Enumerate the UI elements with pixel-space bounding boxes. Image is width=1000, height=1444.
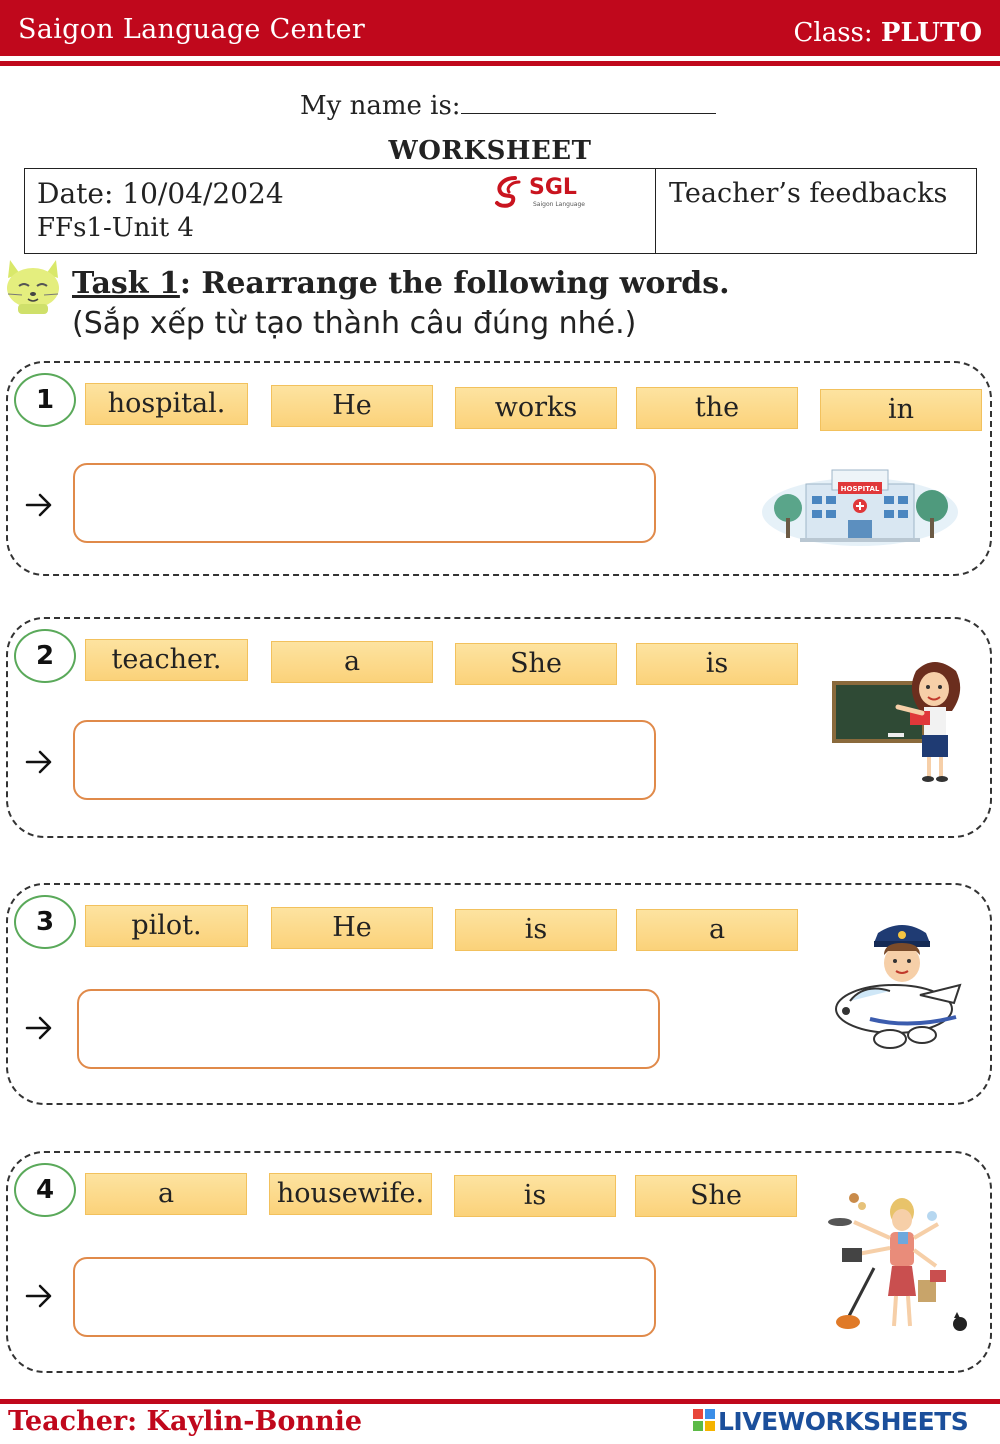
question-number-1: 1 (14, 373, 76, 427)
sgl-swoosh-icon (493, 175, 529, 209)
question-number-4: 4 (14, 1163, 76, 1217)
footer-divider (0, 1399, 1000, 1404)
task-subtitle: (Sắp xếp từ tạo thành câu đúng nhé.) (72, 306, 637, 341)
sgl-logo-text: SGL (529, 175, 577, 200)
word-chip[interactable]: is (636, 643, 798, 685)
word-chip[interactable]: is (454, 1175, 616, 1217)
arrow-right-icon (24, 490, 54, 520)
arrow-right-icon (24, 1281, 54, 1311)
arrow-right-icon (24, 747, 54, 777)
question-number-3: 3 (14, 895, 76, 949)
task-title (72, 266, 730, 301)
word-chip[interactable]: She (455, 643, 617, 685)
date-text: Date: 10/04/2024 (37, 177, 284, 210)
sgl-logo-subtext: Saigon Language (533, 201, 585, 208)
hospital-image (760, 440, 960, 548)
word-chip[interactable]: in (820, 389, 982, 431)
hospital-sign: HOSPITAL (840, 485, 880, 493)
name-blank-line[interactable] (461, 88, 716, 114)
word-chip[interactable]: the (636, 387, 798, 429)
teacher-name: Teacher: Kaylin-Bonnie (8, 1406, 363, 1437)
word-chip[interactable]: teacher. (85, 639, 248, 681)
task-number: Task 1 (72, 266, 180, 301)
question-number-2: 2 (14, 629, 76, 683)
word-chip[interactable]: She (635, 1175, 797, 1217)
unit-text: FFs1-Unit 4 (37, 213, 194, 243)
name-field (300, 88, 716, 121)
pilot-image (830, 915, 970, 1055)
word-chip[interactable]: is (455, 909, 617, 951)
word-chip[interactable]: hospital. (85, 383, 248, 425)
housewife-image (818, 1188, 970, 1338)
class-label (793, 18, 982, 48)
worksheet-title: WORKSHEET (388, 136, 592, 166)
answer-field-4[interactable] (73, 1257, 656, 1337)
word-chip[interactable]: housewife. (269, 1173, 432, 1215)
answer-field-2[interactable] (73, 720, 656, 800)
word-chip[interactable]: pilot. (85, 905, 248, 947)
center-name: Saigon Language Center (18, 14, 366, 45)
word-chip[interactable]: works (455, 387, 617, 429)
sgl-logo (493, 175, 593, 209)
liveworksheets-grid-icon (692, 1407, 716, 1433)
class-label-text: Class: (793, 18, 881, 48)
word-chip[interactable]: a (271, 641, 433, 683)
task-instruction: : Rearrange the following words. (179, 266, 730, 301)
info-left-cell (25, 169, 656, 253)
arrow-right-icon (24, 1013, 54, 1043)
word-chip[interactable]: He (271, 385, 433, 427)
class-value: PLUTO (880, 18, 982, 48)
info-table (24, 168, 977, 254)
name-label: My name is: (300, 91, 461, 121)
cat-mascot-icon (2, 254, 64, 316)
liveworksheets-logo (692, 1407, 992, 1437)
word-chip[interactable]: a (85, 1173, 247, 1215)
word-chip[interactable]: a (636, 909, 798, 951)
header-divider (0, 61, 1000, 66)
liveworksheets-brand: LIVEWORKSHEETS (718, 1407, 969, 1436)
answer-field-3[interactable] (77, 989, 660, 1069)
word-chip[interactable]: He (271, 907, 433, 949)
answer-field-1[interactable] (73, 463, 656, 543)
feedback-label: Teacher’s feedbacks (669, 178, 948, 209)
teacher-image (832, 655, 968, 783)
